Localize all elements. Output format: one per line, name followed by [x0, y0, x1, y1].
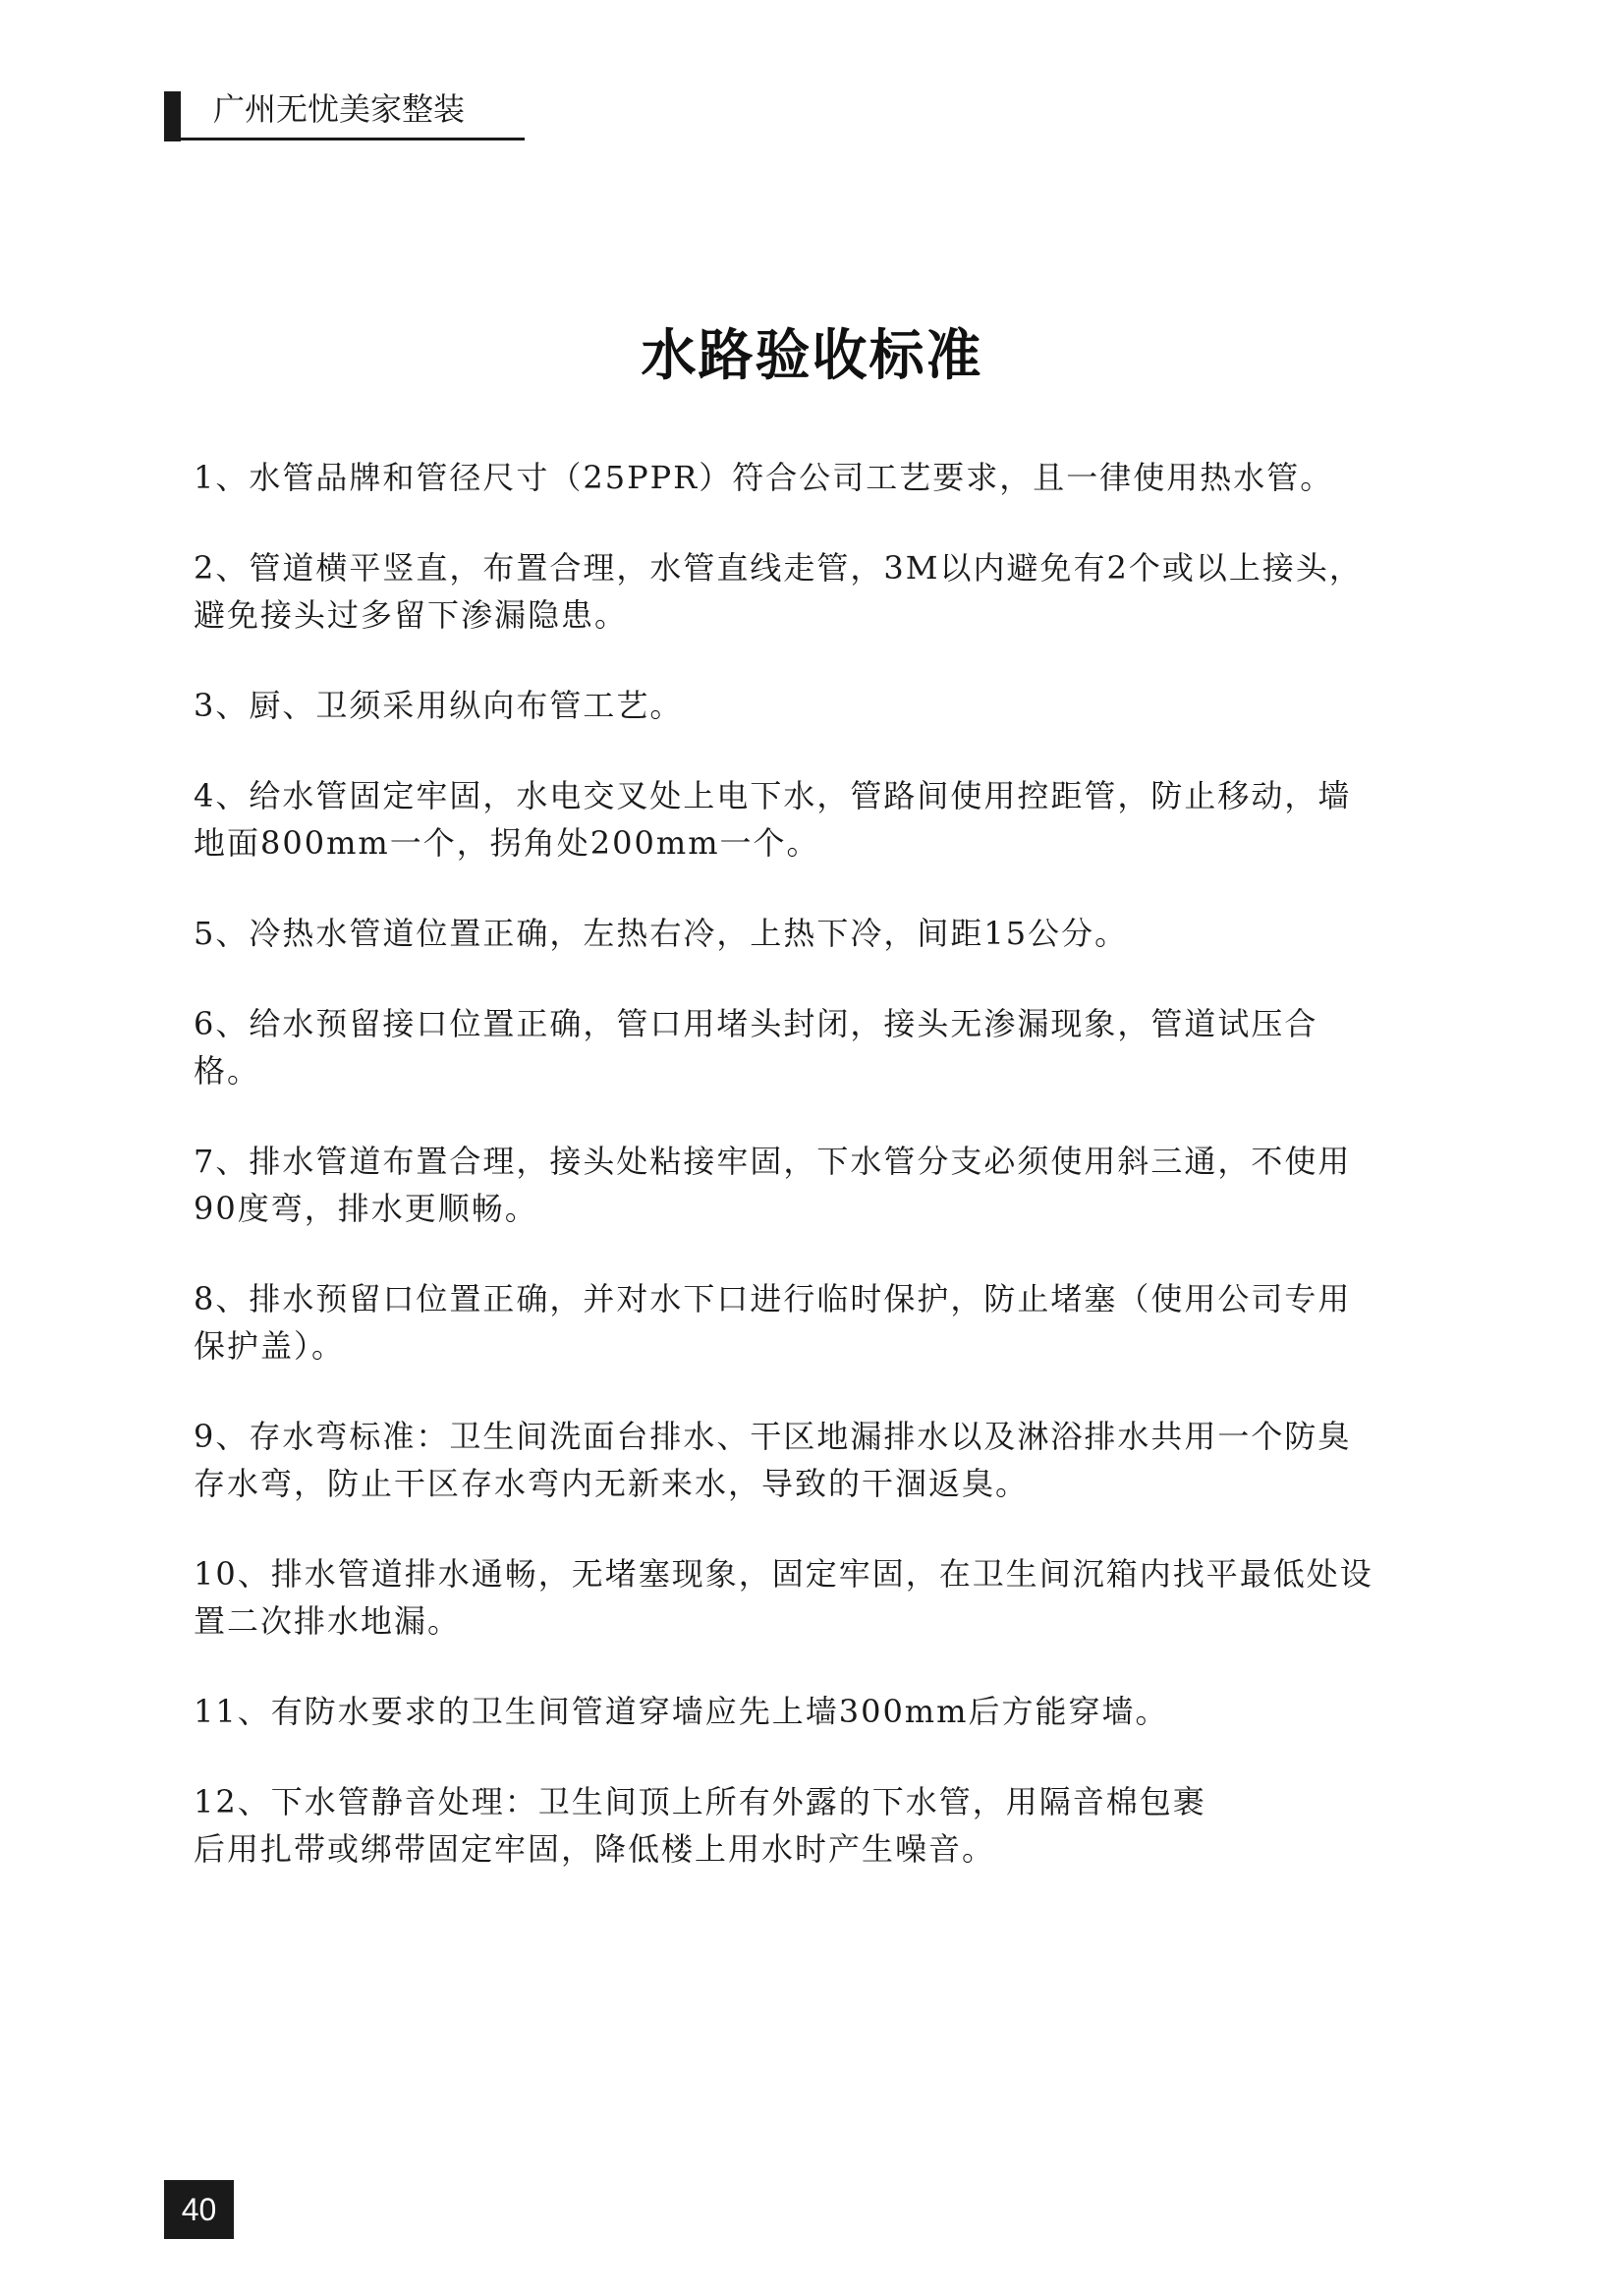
criteria-item-10 [194, 1550, 1451, 1645]
criteria-item-line: 12、下水管静音处理：卫生间顶上所有外露的下水管，用隔音棉包裹 [194, 1783, 1206, 1820]
criteria-item-line: 11、有防水要求的卫生间管道穿墙应先上墙300mm后方能穿墙。 [194, 1693, 1169, 1730]
criteria-item-3 [194, 682, 1451, 729]
criteria-item-12 [194, 1778, 1451, 1873]
criteria-item-line: 3、厨、卫须采用纵向布管工艺。 [194, 687, 684, 724]
criteria-item-line: 保护盖）。 [194, 1327, 346, 1365]
criteria-item-line: 9、存水弯标准：卫生间洗面台排水、干区地漏排水以及淋浴排水共用一个防臭 [194, 1418, 1352, 1455]
criteria-item-8 [194, 1275, 1451, 1370]
criteria-item-line: 90度弯，排水更顺畅。 [194, 1190, 538, 1227]
criteria-item-5 [194, 910, 1451, 957]
criteria-item-line: 后用扎带或绑带固定牢固，降低楼上用水时产生噪音。 [194, 1830, 996, 1868]
criteria-item-line: 5、冷热水管道位置正确，左热右冷，上热下冷，间距15公分。 [194, 915, 1129, 952]
criteria-item-line: 置二次排水地漏。 [194, 1602, 462, 1640]
header-underline [164, 138, 525, 140]
criteria-item-11 [194, 1688, 1451, 1735]
criteria-item-line: 格。 [194, 1052, 261, 1090]
criteria-item-line: 1、水管品牌和管径尺寸（25PPR）符合公司工艺要求，且一律使用热水管。 [194, 459, 1334, 496]
criteria-item-line: 6、给水预留接口位置正确，管口用堵头封闭，接头无渗漏现象，管道试压合 [194, 1005, 1318, 1042]
criteria-item-line: 地面800mm一个，拐角处200mm一个。 [194, 824, 820, 862]
criteria-item-7 [194, 1138, 1451, 1232]
criteria-item-line: 7、排水管道布置合理，接头处粘接牢固，下水管分支必须使用斜三通，不使用 [194, 1143, 1352, 1180]
criteria-item-2 [194, 544, 1451, 639]
criteria-item-9 [194, 1413, 1451, 1507]
header-marker-bar [164, 91, 181, 141]
criteria-item-line: 2、管道横平竖直，布置合理，水管直线走管，3M以内避免有2个或以上接头， [194, 549, 1363, 587]
criteria-item-4 [194, 772, 1451, 867]
criteria-item-1 [194, 454, 1451, 501]
criteria-item-line: 10、排水管道排水通畅，无堵塞现象，固定牢固，在卫生间沉箱内找平最低处设 [194, 1555, 1373, 1593]
criteria-item-line: 避免接头过多留下渗漏隐患。 [194, 596, 629, 634]
header-company-name: 广州无忧美家整装 [213, 90, 466, 128]
criteria-item-line: 8、排水预留口位置正确，并对水下口进行临时保护，防止堵塞（使用公司专用 [194, 1280, 1352, 1317]
page-number-badge: 40 [164, 2180, 234, 2239]
criteria-item-line: 存水弯，防止干区存水弯内无新来水，导致的干涸返臭。 [194, 1465, 1030, 1502]
criteria-item-6 [194, 1000, 1451, 1094]
page-title: 水路验收标准 [641, 323, 983, 388]
acceptance-criteria-list [194, 454, 1451, 1873]
criteria-item-line: 4、给水管固定牢固，水电交叉处上电下水，管路间使用控距管，防止移动，墙 [194, 777, 1352, 814]
